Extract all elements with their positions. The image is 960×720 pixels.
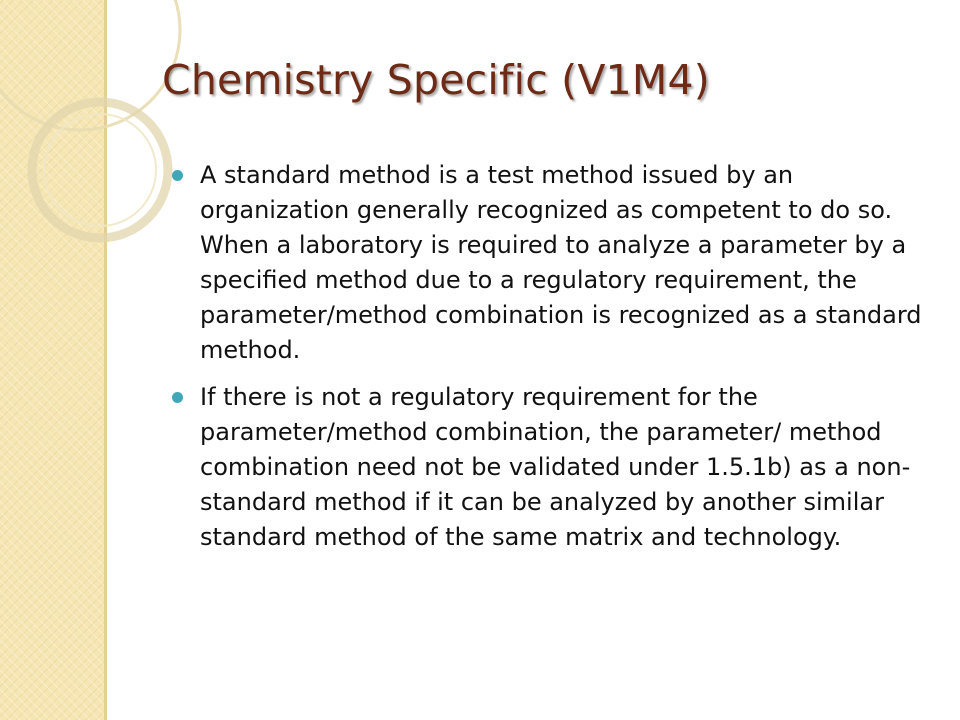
bullet-marker-icon [172, 392, 183, 403]
decorative-circle-inner [44, 114, 156, 226]
bullet-item [172, 158, 932, 368]
slide-title: Chemistry Specific (V1M4) [162, 56, 710, 104]
decorative-circle-large [0, 0, 180, 130]
bullet-item [172, 380, 932, 555]
bullet-marker-icon [172, 170, 183, 181]
bullet-list [172, 158, 932, 567]
bullet-text: A standard method is a test method issued by an organization generally recognized as competent to do so. When a laboratory is required to analyze a parameter by a specified method due to a regulatory requirement, the parameter/method combination is recognized as a standard method. [200, 161, 922, 364]
decorative-circles-graphic [0, 0, 200, 260]
decorative-circle-medium [32, 102, 168, 238]
bullet-text: If there is not a regulatory requirement for the parameter/method combination, the parameter/ method combination need not be validated under 1.5.1b) as a non-standard method if it can be analyzed by another similar standard method of the same matrix and technology. [200, 383, 911, 551]
